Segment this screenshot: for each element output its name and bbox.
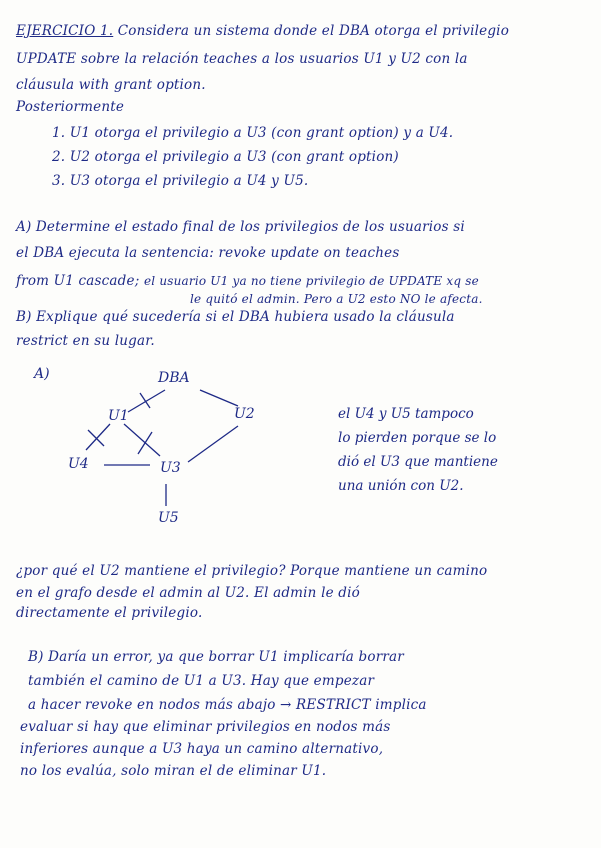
node-u3: U3	[160, 460, 181, 476]
step-3: 3. U3 otorga el privilegio a U4 y U5.	[52, 173, 309, 189]
graph-label: A)	[34, 366, 50, 382]
node-dba: DBA	[158, 370, 190, 386]
graph-note-line-4: una unión con U2.	[338, 478, 464, 494]
question-a-from: from U1 cascade;	[16, 273, 140, 289]
edge-dba-u2	[200, 390, 238, 406]
edge-dba-u1	[128, 390, 165, 412]
then-label: Posteriormente	[16, 99, 125, 115]
node-u4: U4	[68, 456, 89, 472]
edge-u2-u3	[188, 426, 238, 462]
answer-b-line-4: evaluar si hay que eliminar privilegios en nodos más	[20, 719, 391, 735]
answer-b-line-2: también el camino de U1 a U3. Hay que empezar	[28, 673, 375, 689]
statement-line-1: Considera un sistema donde el DBA otorga el privilegio	[117, 23, 510, 39]
node-u5: U5	[158, 510, 179, 526]
graph-note-line-3: dió el U3 que mantiene	[338, 454, 498, 470]
graph-note-line-2: lo pierden porque se lo	[338, 430, 497, 446]
node-u2: U2	[234, 406, 255, 422]
answer-b-line-6: no los evalúa, solo miran el de eliminar U1.	[20, 763, 327, 779]
question-b-line-2: restrict en su lugar.	[16, 333, 155, 349]
answer-a-line-2: en el grafo desde el admin al U2. El admin le dió	[16, 585, 360, 601]
margin-note-line-1: el usuario U1 ya no tiene privilegio de UPDATE xq se	[143, 274, 479, 288]
graph-note-line-1: el U4 y U5 tampoco	[338, 406, 474, 422]
cross-u1-u3	[138, 432, 152, 454]
edge-u1-u3	[124, 424, 160, 456]
margin-note-line-2: le quitó el admin. Pero a U2 esto NO le afecta.	[190, 292, 483, 306]
answer-a-line-1: ¿por qué el U2 mantiene el privilegio? Porque mantiene un camino	[16, 563, 488, 579]
question-b-line-1: B) Explique qué sucedería si el DBA hubiera usado la cláusula	[16, 309, 455, 325]
statement-line-3: cláusula with grant option.	[16, 77, 206, 93]
step-2: 2. U2 otorga el privilegio a U3 (con grant option)	[52, 149, 399, 165]
statement-line-2: UPDATE sobre la relación teaches a los usuarios U1 y U2 con la	[16, 51, 468, 67]
answer-b-line-1: B) Daría un error, ya que borrar U1 implicaría borrar	[28, 649, 404, 665]
node-u1: U1	[108, 408, 129, 424]
question-a-line-1: A) Determine el estado final de los privilegios de los usuarios si	[16, 219, 465, 235]
edge-u1-u4	[86, 424, 110, 450]
answer-b-line-3: a hacer revoke en nodos más abajo → RESTRICT implica	[28, 697, 427, 713]
answer-a-line-3: directamente el privilegio.	[16, 605, 203, 621]
exercise-title: EJERCICIO 1.	[16, 23, 114, 39]
answer-b-line-5: inferiores aunque a U3 haya un camino alternativo,	[20, 741, 384, 757]
step-1: 1. U1 otorga el privilegio a U3 (con grant option) y a U4.	[52, 125, 454, 141]
question-a-line-2: el DBA ejecuta la sentencia: revoke update on teaches	[16, 245, 400, 261]
